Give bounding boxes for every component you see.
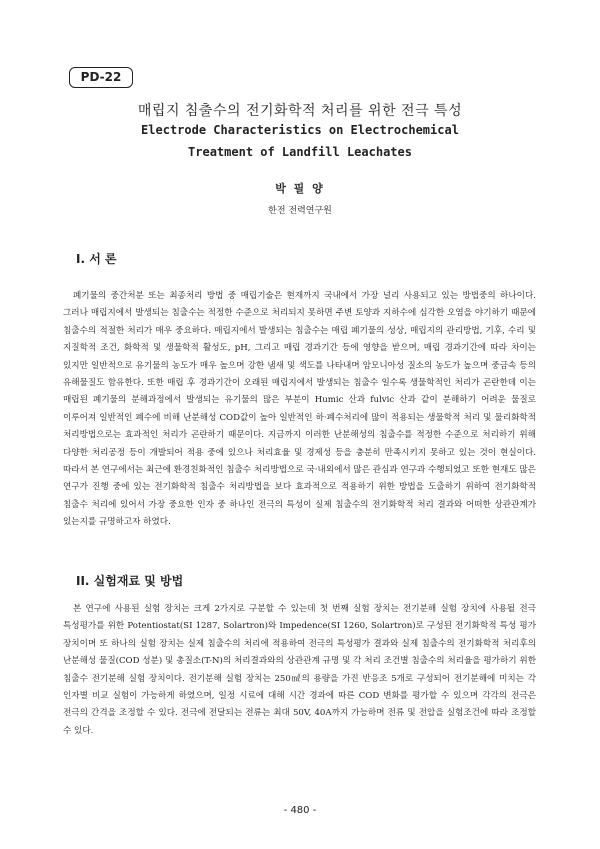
author-affiliation: 한전 전력연구원 xyxy=(268,206,332,216)
paper-title-english-line2: Treatment of Landfill Leachates xyxy=(188,145,412,159)
page-number: - 480 - xyxy=(283,805,317,816)
materials-methods-paragraph: 본 연구에 사용된 실험 장치는 크게 2가지로 구분할 수 있는데 첫 번째 실험 장치는 전기분해 실험 장치에 사용될 전극 특성평가를 위한 Potentiostat(SI 1287, Solartron)와 Impedence(SI 1260, Solartron)로 구성된 전기화학적 특성 평가 장치이며 또 하나의 실험 장치는 실제 침출수의 처리에 적용하여 전극의 특성평가 결과와 실제 침출수의 전기화학적 처리후의 난분해성 물질(COD 성분) 및 총질소(T-N)의 처리결과와의 상관관계 규명 및 각 처리 조건별 침출수의 처리율을 평가하기 위한 침출수 전기분해 실험 장치이다. 전기분해 실험 장치는 250㎖의 용량을 가진 반응조 5개로 구성되어 전기분해에 미치는 각 인자별 비교 실험이 가능하게 하였으며, 일정 시료에 대해 시간 경과에 따른 COD 변화를 평가할 수 있으며 각각의 전극은 전극의 간격을 조정할 수 있다. 전극에 전달되는 전류는 최대 50V, 40A까지 가능하며 전류 및 전압을 실험조건에 따라 조정할 수 있다. xyxy=(63,604,536,736)
paper-title-korean: 매립지 침출수의 전기화학적 처리를 위한 전극 특성 xyxy=(137,103,463,119)
introduction-paragraph: 폐기물의 중간처분 또는 최종처리 방법 중 매립기술은 현재까지 국내에서 가장 널리 사용되고 있는 방법중의 하나이다. 그러나 매립지에서 발생되는 침출수는 적정한 수준으로 처리되지 못하면 주변 토양과 지하수에 심각한 오염을 야기하기 때문에 침출수의 적절한 처리가 매우 중요하다. 매립지에서 발생되는 침출수는 매립 폐기물의 성상, 매립지의 관리방법, 기후, 수리 및 지질학적 조건, 화학적 및 생물학적 활성도, pH, 그리고 매립 경과기간 등에 영향을 받으며, 매립 경과기간에 따라 차이는 있지만 일반적으로 유기물의 농도가 매우 높으며 강한 냄새 및 색도를 나타내며 암모니아성 질소의 농도가 높으며 중금속 등의 유해물질도 함유한다. 또한 매립 후 경과기간이 오래된 매립지에서 발생되는 침출수 일수록 생물학적인 처리가 곤란한데 이는 매립된 폐기물의 분해과정에서 발생되는 유기물의 많은 부분이 Humic 산과 fulvic 산과 같이 분해하기 어려운 물질로 이루어져 일반적인 폐수에 비해 난분해성 COD값이 높아 일반적인 하·폐수처리에 많이 적용되는 생물학적 처리 및 물리화학적 처리방법으로는 효과적인 처리가 곤란하기 때문이다. 지금까지 이러한 난분해성의 침출수를 적정한 수준으로 처리하기 위해 다양한 처리공정 등이 개발되어 적용 중에 있으나 처리효율 및 경제성 등을 충분히 만족시키지 못하고 있는 것이 현실이다. 따라서 본 연구에서는 최근에 환경친화적인 침출수 처리방법으로 국·내외에서 많은 관심과 연구과 수행되었고 또한 현재도 많은 연구가 진행 중에 있는 전기화학적 침출수 처리방법을 보다 효과적으로 적용하기 위한 방법을 도출하기 위하여 전기화학적 침출수 처리에 있어서 가장 중요한 인자 중 하나인 전극의 특성이 실제 침출수의 전기화학적 처리 결과와 어떠한 상관관계가 있는지를 규명하고자 하였다. xyxy=(63,291,536,528)
section-heading-materials-methods: II. 실험재료 및 방법 xyxy=(76,574,184,588)
paper-id-badge: PD-22 xyxy=(69,67,133,88)
section-heading-introduction: I. 서 론 xyxy=(76,252,117,266)
paper-title-english-line1: Electrode Characteristics on Electrochemical xyxy=(141,123,459,137)
author-name: 박 필 양 xyxy=(275,182,325,195)
